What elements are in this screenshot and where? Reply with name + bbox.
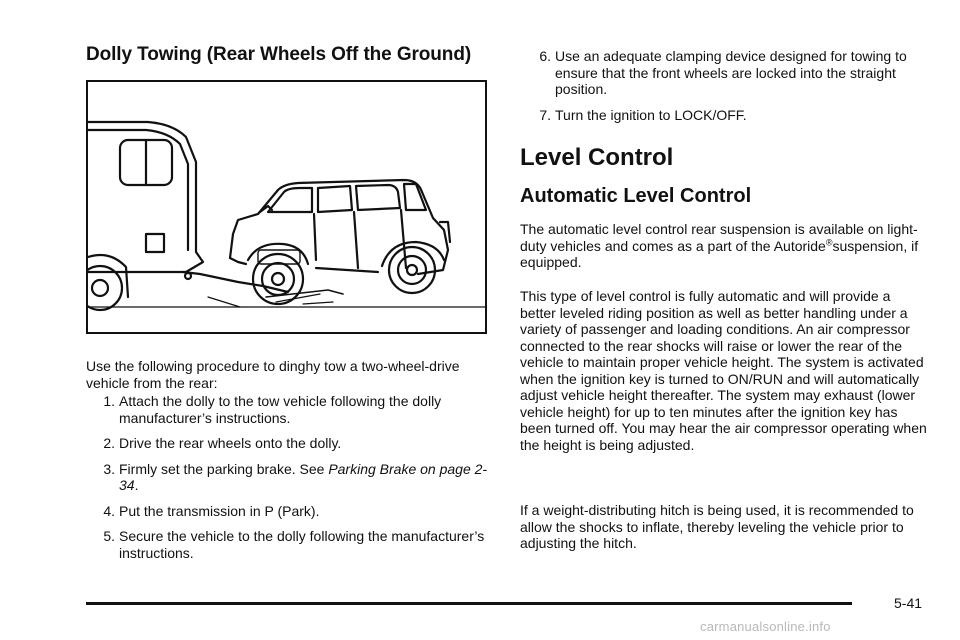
step-text: Attach the dolly to the tow vehicle following the dolly manufacturer’s instructions.	[119, 393, 442, 426]
step-text: Use an adequate clamping device designed for towing to ensure that the front wheels are locked into the straight position.	[555, 48, 907, 97]
cross-reference-link[interactable]: Parking Brake on page 2-34	[119, 460, 488, 493]
step-text-end: .	[134, 477, 139, 493]
list-item	[89, 528, 489, 561]
registered-mark: ®	[825, 236, 833, 247]
paragraph-text: The automatic level control rear suspension is available on light-duty vehicles and comes as a part of the Autoride	[520, 221, 918, 254]
intro-paragraph: Use the following procedure to dinghy tow a two-wheel-drive vehicle from the rear:	[86, 358, 460, 391]
list-item	[525, 48, 925, 98]
step-number: 3.	[103, 460, 115, 477]
page-number: 5-41	[894, 595, 923, 611]
step-text: Put the transmission in P (Park).	[119, 502, 320, 519]
step-number: 6.	[539, 48, 551, 64]
list-item	[89, 435, 489, 452]
step-text: Turn the ignition to LOCK/OFF.	[555, 106, 747, 123]
list-item	[89, 461, 489, 494]
section-title-level-control: Level Control	[520, 144, 674, 171]
paragraph-level-control-description: This type of level control is fully automatic and will provide a better leveled riding position as well as better handling under a variety of passenger and loading conditions. An air compressor connected to the rear shocks will raise or lower the rear of the vehicle to maintain proper vehicle height. The system is activated when the ignition key is turned to ON/RUN and will automatically adjust vehicle height thereafter. The system may exhaust (lower vehicle height) for up to ten minutes after the ignition key has been turned off. You may hear the air compressor operating when the height is being adjusted.	[520, 288, 927, 453]
paragraph-autoride	[520, 221, 930, 271]
footer-rule	[86, 602, 852, 605]
step-number: 2.	[103, 435, 115, 451]
paragraph-hitch-note: If a weight-distributing hitch is being used, it is recommended to allow the shocks to inflate, thereby leveling the vehicle prior to adjusting the hitch.	[520, 502, 914, 551]
step-number: 5.	[103, 528, 115, 544]
subsection-title-automatic-level-control: Automatic Level Control	[520, 185, 752, 207]
step-text: Firmly set the parking brake. See	[119, 460, 329, 477]
paragraph-text: suspension, if equipped.	[520, 237, 919, 270]
list-item	[89, 393, 489, 426]
dolly-steps-continued-list	[525, 48, 925, 132]
dolly-steps-list	[89, 393, 489, 570]
step-text: Drive the rear wheels onto the dolly.	[119, 435, 342, 451]
list-item	[525, 107, 925, 124]
watermark: carmanualsonline.info	[700, 619, 831, 634]
step-number: 1.	[103, 393, 115, 409]
step-number: 4.	[103, 502, 115, 519]
dolly-towing-illustration	[86, 80, 487, 334]
step-text: Secure the vehicle to the dolly following the manufacturer’s instructions.	[119, 528, 485, 561]
rv-towing-suv-on-dolly-image	[88, 82, 485, 332]
list-item	[89, 503, 489, 520]
step-number: 7.	[539, 106, 551, 123]
section-heading-dolly-towing: Dolly Towing (Rear Wheels Off the Ground)	[86, 44, 472, 65]
